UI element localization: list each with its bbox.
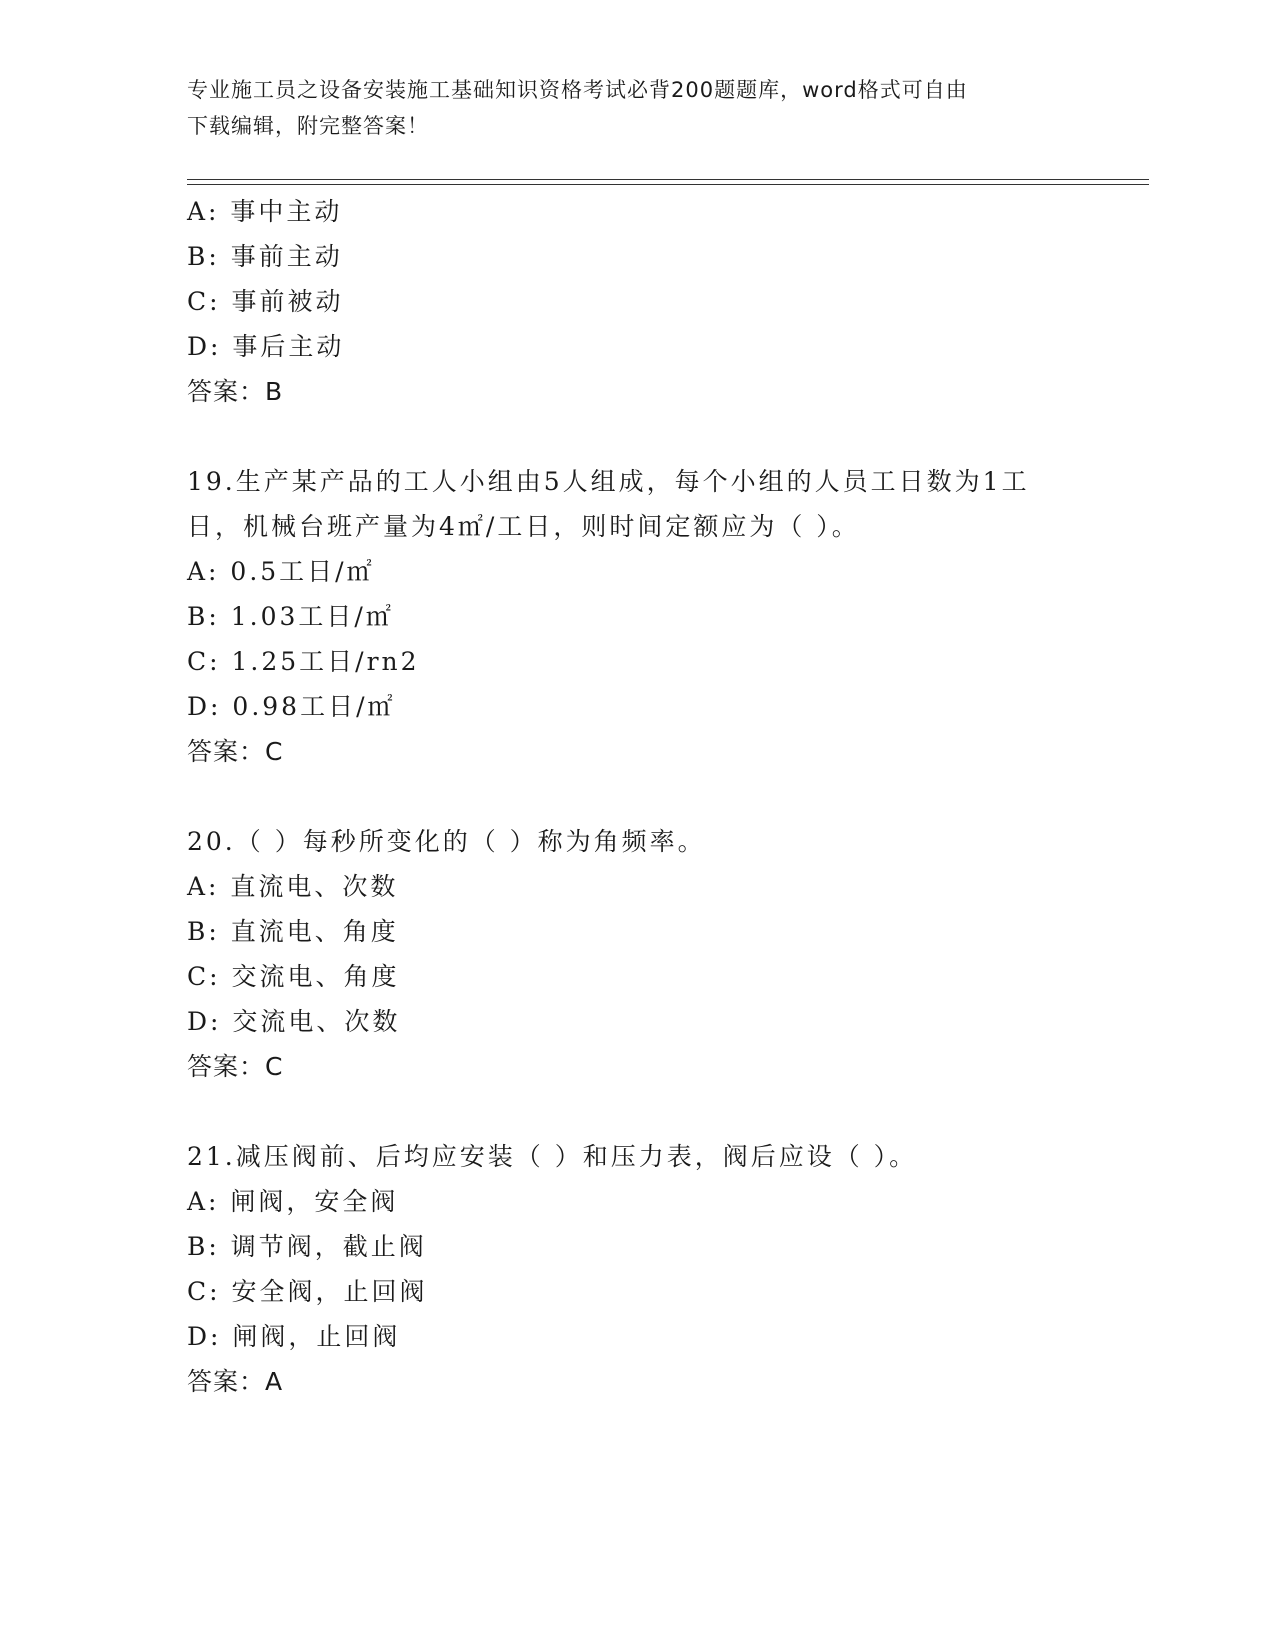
answer: 答案：C [187,1052,284,1081]
question-stem-line-2: 日，机械台班产量为4㎡/工日，则时间定额应为（ ）。 [187,512,860,541]
option-d: D: 事后主动 [187,332,345,361]
answer: 答案：C [187,737,284,766]
header-title-line-2: 下载编辑，附完整答案！ [187,114,429,138]
question-stem-line-1: 21.减压阀前、后均应安装（ ）和压力表，阀后应设（ ）。 [187,1142,918,1171]
option-a: A: 0.5工日/㎡ [187,557,375,586]
question-stem-line-1: 20.（ ）每秒所变化的（ ）称为角频率。 [187,827,706,856]
option-b: B: 1.03工日/㎡ [187,602,394,631]
header-divider-top [187,179,1149,180]
header-title-line-1: 专业施工员之设备安装施工基础知识资格考试必背200题题库，word格式可自由 [187,78,968,102]
option-b: B: 调节阀，截止阀 [187,1232,427,1261]
option-d: D: 0.98工日/㎡ [187,692,396,721]
option-a: A: 直流电、次数 [187,872,399,901]
answer: 答案：B [187,377,284,406]
option-a: A: 事中主动 [187,197,343,226]
option-c: C: 1.25工日/rn2 [187,647,420,676]
option-d: D: 闸阀，止回阀 [187,1322,401,1351]
option-b: B: 直流电、角度 [187,917,399,946]
option-b: B: 事前主动 [187,242,343,271]
document-header [187,72,1087,144]
option-c: C: 安全阀，止回阀 [187,1277,428,1306]
answer: 答案：A [187,1367,284,1396]
option-d: D: 交流电、次数 [187,1007,401,1036]
option-c: C: 交流电、角度 [187,962,400,991]
option-a: A: 闸阀，安全阀 [187,1187,399,1216]
option-c: C: 事前被动 [187,287,344,316]
question-stem-line-1: 19.生产某产品的工人小组由5人组成，每个小组的人员工日数为1工 [187,467,1030,496]
header-divider-bottom [187,184,1149,185]
